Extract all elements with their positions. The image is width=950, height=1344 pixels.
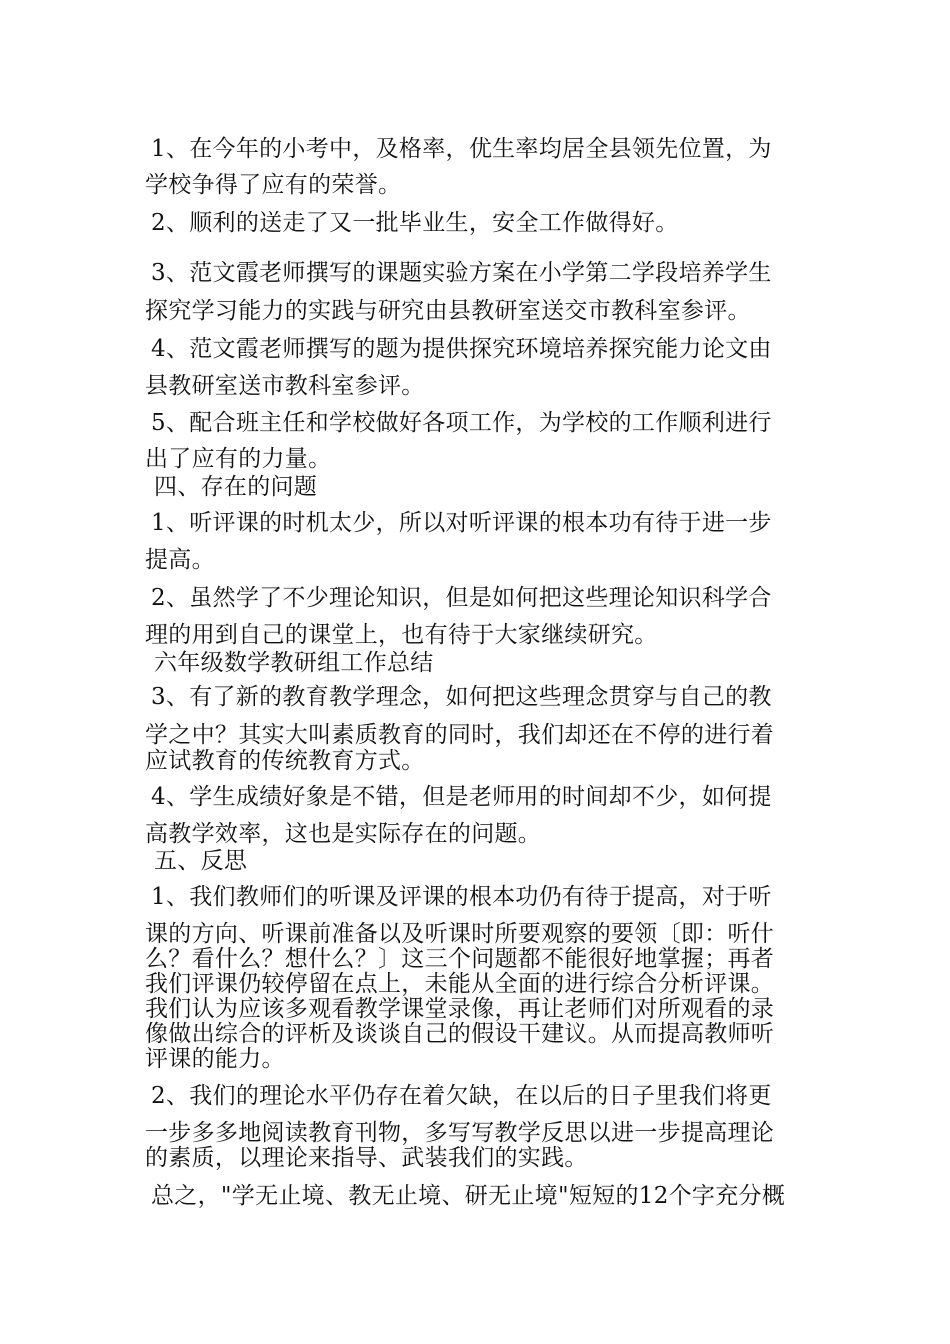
text-line: 学校争得了应有的荣誉。 xyxy=(145,172,402,198)
text-line: 我们认为应该多观看教学课堂录像，再让老师们对所观看的录 xyxy=(145,996,775,1022)
text-line: 县教研室送市教科室参评。 xyxy=(145,373,425,399)
text-line: 4、范文霞老师撰写的题为提供探究环境培养探究能力论文由 xyxy=(151,336,772,362)
text-line: 理的用到自己的课堂上，也有待于大家继续研究。 xyxy=(145,622,658,648)
text-line: 总之，"学无止境、教无止境、研无止境"短短的12个字充分概 xyxy=(151,1183,786,1209)
text-line: 学之中？其实大叫素质教育的同时，我们却还在不停的进行着 xyxy=(145,722,775,748)
text-line: 1、听评课的时机太少，所以对听评课的根本功有待于进一步 xyxy=(151,510,772,536)
section-heading: 六年级数学教研组工作总结 xyxy=(154,650,434,676)
section-heading: 五、反思 xyxy=(154,848,248,874)
text-line: 课的方向、听课前准备以及听课时所要观察的要领〔即：听什 xyxy=(145,921,775,947)
text-line: 出了应有的力量。 xyxy=(145,446,332,472)
text-line: 高教学效率，这也是实际存在的问题。 xyxy=(145,821,542,847)
text-line: 1、在今年的小考中，及格率，优生率均居全县领先位置，为 xyxy=(151,136,772,162)
text-line: 4、学生成绩好象是不错，但是老师用的时间却不少，如何提 xyxy=(151,784,772,810)
text-line: 3、有了新的教育教学理念，如何把这些理念贯穿与自己的教 xyxy=(151,684,772,710)
text-line: 2、顺利的送走了又一批毕业生，安全工作做得好。 xyxy=(151,210,679,236)
text-line: 1、我们教师们的听课及评课的根本功仍有待于提高，对于听 xyxy=(151,884,772,910)
text-line: 2、我们的理论水平仍存在着欠缺，在以后的日子里我们将更 xyxy=(151,1083,772,1109)
text-line: 探究学习能力的实践与研究由县教研室送交市教科室参评。 xyxy=(145,298,751,324)
text-line: 2、虽然学了不少理论知识，但是如何把这些理论知识科学合 xyxy=(151,585,772,611)
text-line: 么？看什么？想什么？〕这三个问题都不能很好地掌握；再者 xyxy=(145,946,775,972)
text-line: 我们评课仍较停留在点上，未能从全面的进行综合分析评课。 xyxy=(145,971,775,997)
text-line: 一步多多地阅读教育刊物，多写写教学反思以进一步提高理论 xyxy=(145,1120,775,1146)
text-line: 提高。 xyxy=(145,547,215,573)
text-line: 评课的能力。 xyxy=(145,1046,285,1072)
text-line: 的素质，以理论来指导、武装我们的实践。 xyxy=(145,1145,588,1171)
text-line: 5、配合班主任和学校做好各项工作，为学校的工作顺利进行 xyxy=(151,410,772,436)
text-line: 像做出综合的评析及谈谈自己的假设干建议。从而提高教师听 xyxy=(145,1021,775,1047)
text-line: 3、范文霞老师撰写的课题实验方案在小学第二学段培养学生 xyxy=(151,260,772,286)
text-line: 应试教育的传统教育方式。 xyxy=(145,748,425,774)
section-heading: 四、存在的问题 xyxy=(154,474,318,500)
